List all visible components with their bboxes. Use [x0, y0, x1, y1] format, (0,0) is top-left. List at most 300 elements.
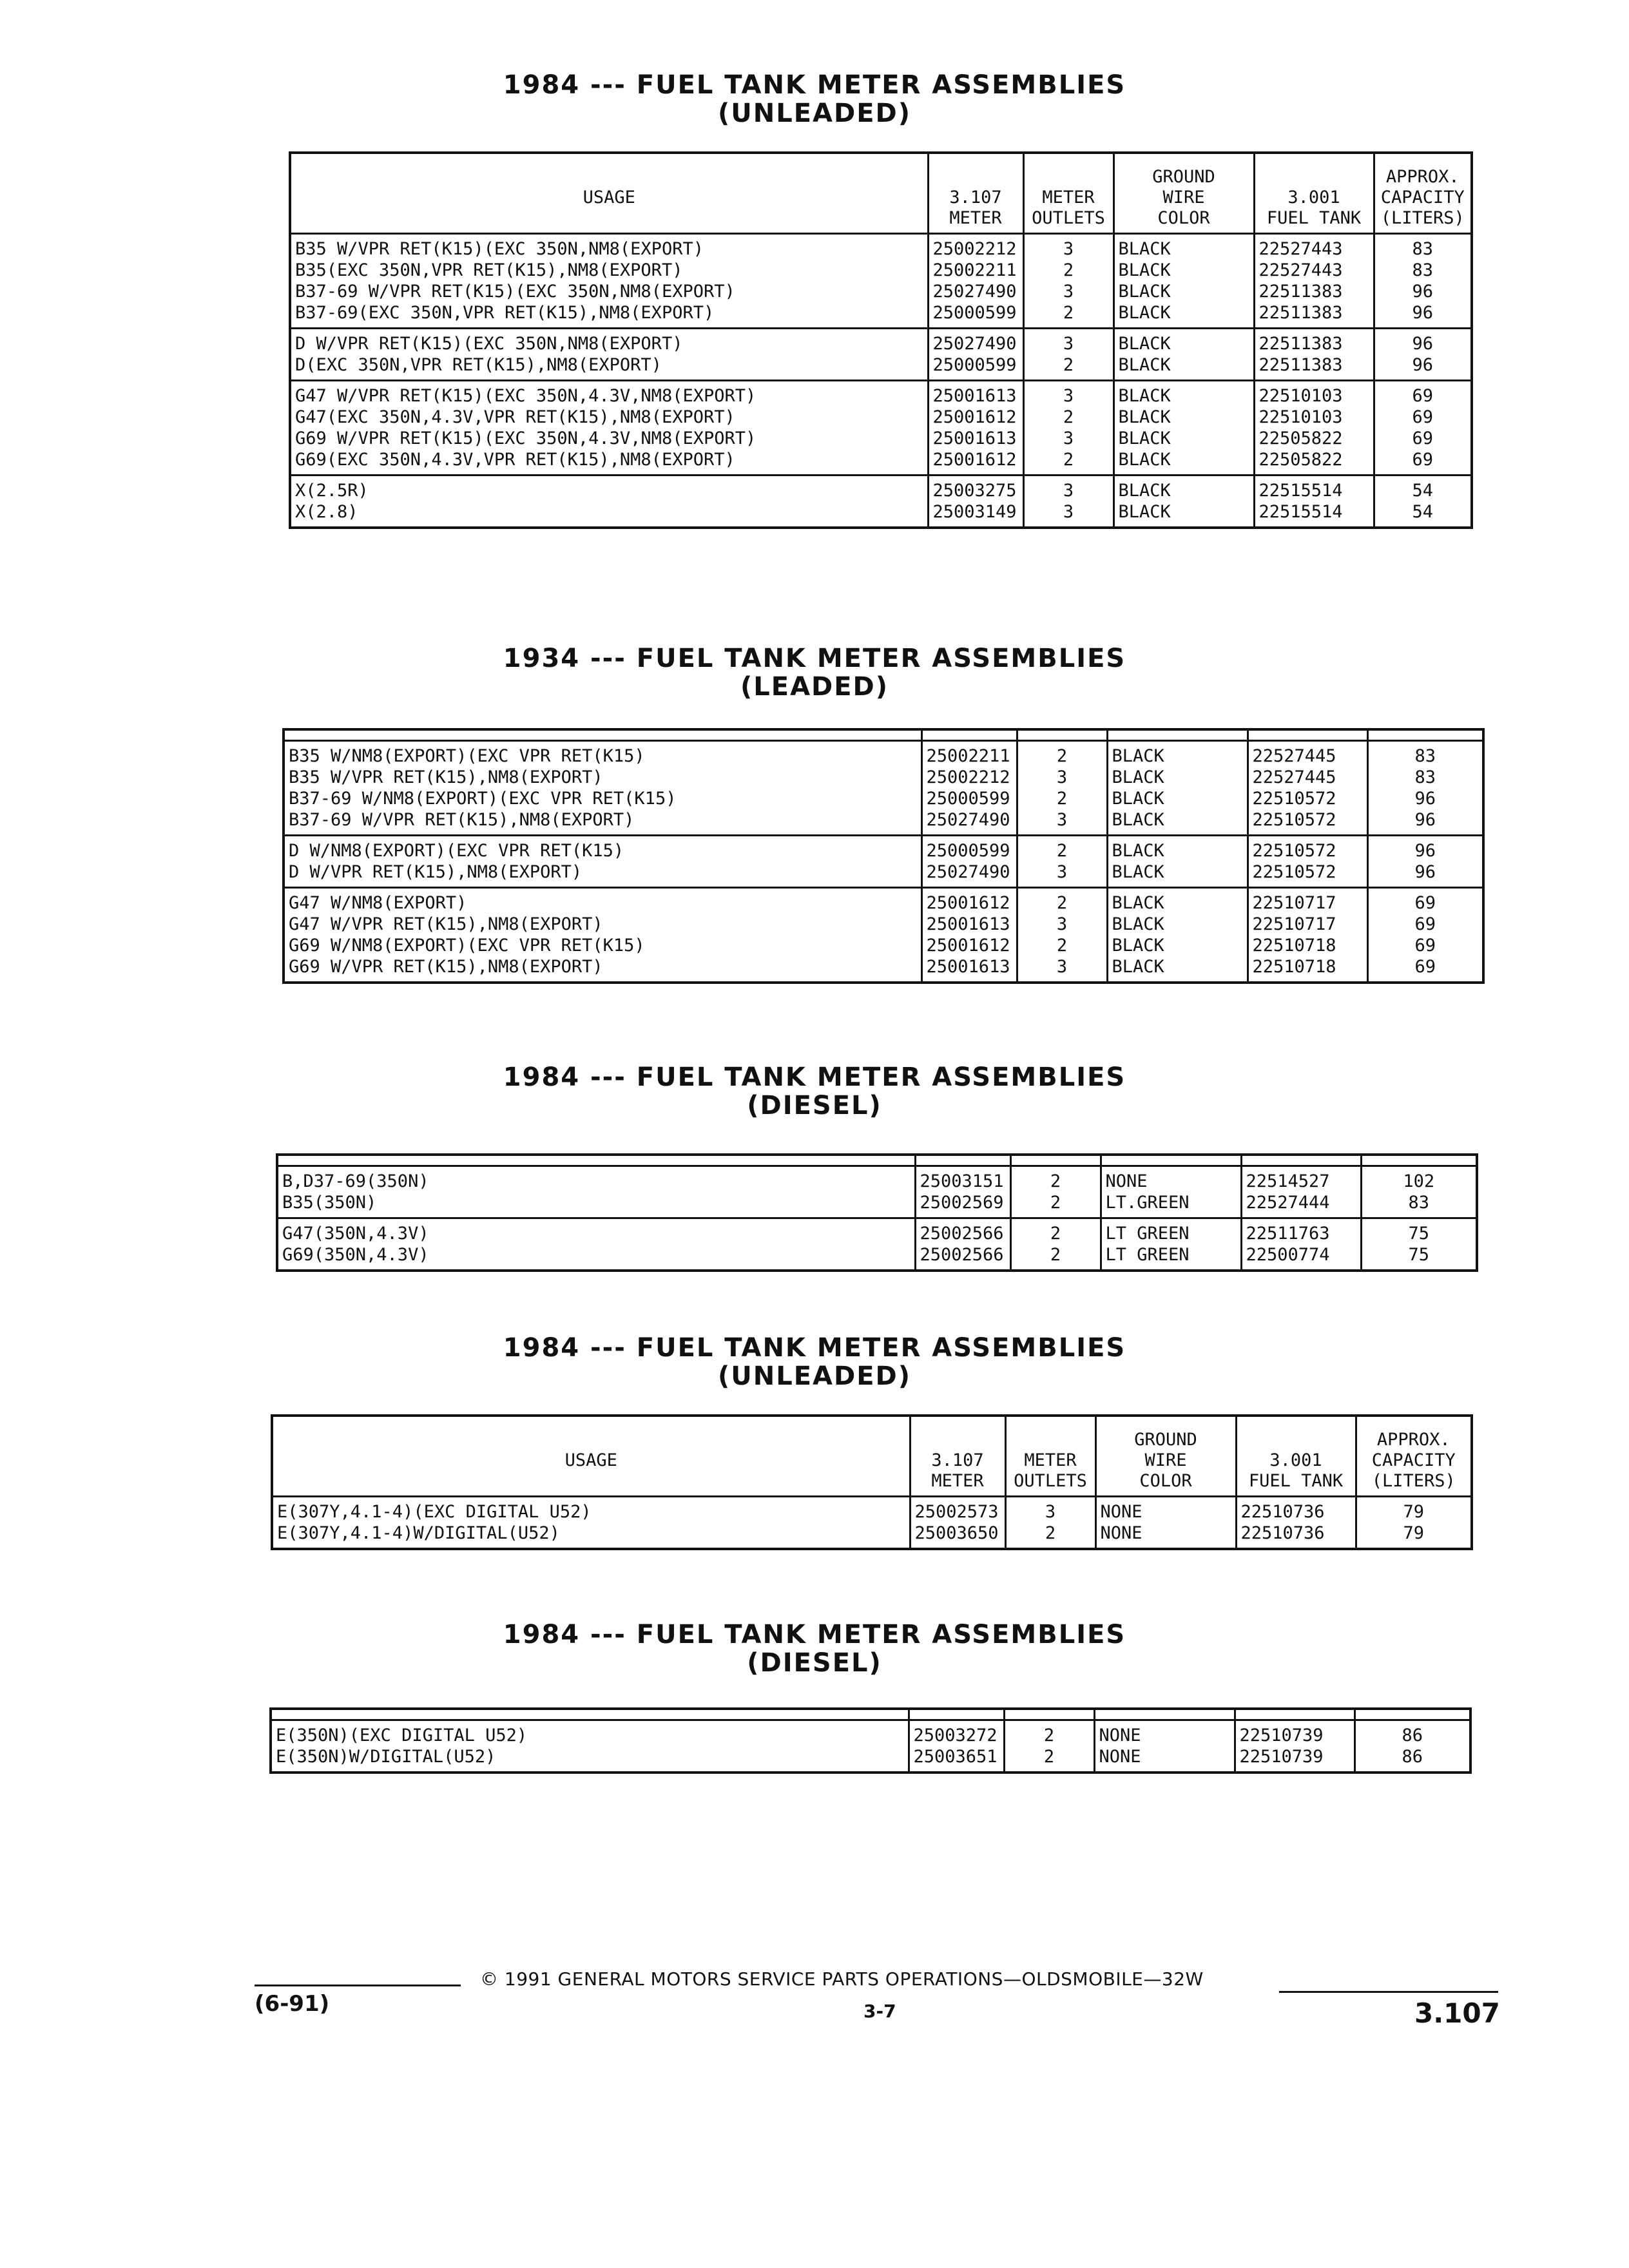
- capacity-value: 96: [1414, 862, 1436, 882]
- table-header-blank: [277, 1155, 1477, 1166]
- meter-value: 25027490: [926, 862, 1010, 882]
- column-header-usage: [290, 153, 928, 234]
- fuel-tank-value: 22527445: [1252, 746, 1336, 766]
- color-value: BLACK: [1118, 303, 1171, 323]
- fuel-tank-value: 22511763: [1246, 1224, 1330, 1244]
- column-header-line: 3.107: [931, 1450, 984, 1470]
- usage-value: D W/VPR RET(K15),NM8(EXPORT): [289, 862, 583, 882]
- column-header-line: USAGE: [583, 187, 635, 207]
- table-row: [290, 381, 1472, 476]
- cell-color: [1101, 1218, 1241, 1271]
- column-header-line: USAGE: [564, 1450, 617, 1470]
- column-header-line: 3.001: [1269, 1450, 1322, 1470]
- fuel-tank-value: 22511383: [1258, 282, 1343, 302]
- cell-fuel-tank: [1241, 1166, 1361, 1218]
- column-header-line: WIRE: [1162, 187, 1205, 207]
- cell-capacity: [1374, 234, 1472, 329]
- column-header-capacity: [1374, 153, 1472, 234]
- column-header-outlets: [1023, 153, 1113, 234]
- fuel-tank-value: 22510572: [1252, 841, 1336, 861]
- meter-value: 25001612: [926, 936, 1010, 956]
- usage-value: D W/VPR RET(K15)(EXC 350N,NM8(EXPORT): [295, 334, 683, 354]
- capacity-value: 69: [1412, 386, 1433, 406]
- fuel-tank-value: 22515514: [1258, 481, 1343, 501]
- section-title: [0, 1334, 1629, 1390]
- column-header-line: METER: [1024, 1450, 1077, 1470]
- capacity-value: 69: [1414, 936, 1436, 956]
- outlets-value: 3: [1063, 282, 1074, 302]
- capacity-value: 83: [1408, 1193, 1429, 1213]
- capacity-value: 75: [1408, 1245, 1429, 1265]
- footer-copyright: © 1991 GENERAL MOTORS SERVICE PARTS OPERATIONS—OLDSMOBILE—32W: [480, 1968, 1204, 1990]
- capacity-value: 86: [1402, 1725, 1423, 1745]
- table-row: [290, 329, 1472, 381]
- cell-capacity: [1356, 1497, 1472, 1550]
- column-header-line: GROUND: [1152, 167, 1215, 187]
- meter-value: 25002211: [926, 746, 1010, 766]
- outlets-value: 2: [1063, 450, 1074, 470]
- outlets-value: 2: [1056, 936, 1068, 956]
- fuel-tank-value: 22514527: [1246, 1171, 1330, 1191]
- row-group: [290, 381, 1472, 476]
- cell-usage: [284, 888, 921, 983]
- column-header-line: METER: [949, 208, 1002, 228]
- parts-table: [269, 1707, 1472, 1774]
- capacity-value: 69: [1414, 893, 1436, 913]
- capacity-value: 86: [1402, 1747, 1423, 1767]
- row-group: [284, 888, 1483, 983]
- outlets-value: 3: [1063, 239, 1074, 259]
- row-group: [277, 1218, 1477, 1271]
- table-row: [271, 1720, 1470, 1773]
- row-group: [290, 329, 1472, 381]
- section-title-main: 1984 --- FUEL TANK METER ASSEMBLIES: [503, 70, 1126, 100]
- parts-table: [276, 1153, 1478, 1272]
- cell-outlets: [1005, 1497, 1095, 1550]
- column-header-usage: [272, 1416, 910, 1497]
- usage-value: B37-69 W/VPR RET(K15),NM8(EXPORT): [289, 810, 635, 830]
- outlets-value: 2: [1056, 893, 1068, 913]
- outlets-value: 2: [1056, 841, 1068, 861]
- cell-meter: [928, 381, 1023, 476]
- fuel-tank-value: 22527444: [1246, 1193, 1330, 1213]
- cell-usage: [277, 1218, 915, 1271]
- fuel-tank-value: 22510572: [1252, 862, 1336, 882]
- meter-value: 25003651: [913, 1747, 998, 1767]
- fuel-tank-value: 22510572: [1252, 810, 1336, 830]
- usage-value: B35 W/VPR RET(K15),NM8(EXPORT): [289, 767, 603, 787]
- cell-fuel-tank: [1254, 329, 1374, 381]
- color-value: NONE: [1099, 1725, 1141, 1745]
- outlets-value: 2: [1063, 407, 1074, 427]
- outlets-value: 3: [1056, 810, 1068, 830]
- table-header-blank: [271, 1709, 1470, 1720]
- footer-page-number: 3-7: [863, 2001, 896, 2022]
- column-header-line: FUEL TANK: [1248, 1471, 1344, 1491]
- section-title: [0, 644, 1629, 701]
- fuel-tank-value: 22505822: [1258, 428, 1343, 448]
- outlets-value: 2: [1056, 746, 1068, 766]
- column-header-line: (LITERS): [1371, 1471, 1456, 1491]
- table-row: [290, 476, 1472, 528]
- outlets-value: 2: [1043, 1725, 1055, 1745]
- cell-outlets: [1010, 1166, 1101, 1218]
- color-value: BLACK: [1112, 957, 1164, 977]
- fuel-tank-value: 22510572: [1252, 789, 1336, 809]
- usage-value: X(2.5R): [295, 481, 369, 501]
- outlets-value: 3: [1045, 1502, 1056, 1522]
- parts-table: [282, 728, 1485, 984]
- fuel-tank-value: 22510739: [1239, 1725, 1324, 1745]
- column-header-line: COLOR: [1139, 1471, 1192, 1491]
- capacity-value: 75: [1408, 1224, 1429, 1244]
- usage-value: E(307Y,4.1-4)W/DIGITAL(U52): [277, 1523, 560, 1543]
- capacity-value: 69: [1414, 914, 1436, 934]
- usage-value: G47(EXC 350N,4.3V,VPR RET(K15),NM8(EXPORT): [295, 407, 735, 427]
- usage-value: E(307Y,4.1-4)(EXC DIGITAL U52): [277, 1502, 592, 1522]
- outlets-value: 2: [1045, 1523, 1056, 1543]
- cell-capacity: [1374, 476, 1472, 528]
- outlets-value: 2: [1063, 303, 1074, 323]
- capacity-value: 69: [1412, 428, 1433, 448]
- cell-capacity: [1361, 1166, 1477, 1218]
- cell-color: [1101, 1166, 1241, 1218]
- capacity-value: 54: [1412, 502, 1433, 522]
- color-value: BLACK: [1118, 481, 1171, 501]
- capacity-value: 83: [1412, 239, 1433, 259]
- cell-outlets: [1023, 476, 1113, 528]
- meter-value: 25002211: [932, 260, 1017, 280]
- section-subtitle: (DIESEL): [747, 1648, 882, 1678]
- outlets-value: 2: [1043, 1747, 1055, 1767]
- meter-value: 25001613: [926, 957, 1010, 977]
- usage-value: G47(350N,4.3V): [282, 1224, 429, 1244]
- column-header-line: METER: [931, 1471, 984, 1491]
- cell-usage: [284, 741, 921, 836]
- cell-usage: [290, 381, 928, 476]
- cell-meter: [928, 234, 1023, 329]
- section-subtitle: (DIESEL): [747, 1091, 882, 1120]
- row-group: [271, 1720, 1470, 1773]
- capacity-value: 83: [1414, 767, 1436, 787]
- table-row: [284, 888, 1483, 983]
- column-header-color: [1113, 153, 1254, 234]
- meter-value: 25002569: [920, 1193, 1004, 1213]
- usage-value: G47 W/VPR RET(K15)(EXC 350N,4.3V,NM8(EXPORT): [295, 386, 757, 406]
- usage-value: B,D37-69(350N): [282, 1171, 429, 1191]
- capacity-value: 96: [1412, 282, 1433, 302]
- meter-value: 25001613: [932, 428, 1017, 448]
- capacity-value: 79: [1403, 1523, 1424, 1543]
- column-header-outlets: [1005, 1416, 1095, 1497]
- cell-usage: [290, 329, 928, 381]
- color-value: BLACK: [1118, 239, 1171, 259]
- cell-fuel-tank: [1235, 1720, 1354, 1773]
- capacity-value: 96: [1414, 810, 1436, 830]
- outlets-value: 3: [1063, 428, 1074, 448]
- capacity-value: 79: [1403, 1502, 1424, 1522]
- fuel-tank-value: 22510717: [1252, 914, 1336, 934]
- usage-value: X(2.8): [295, 502, 358, 522]
- cell-fuel-tank: [1254, 381, 1374, 476]
- table-header-row: [290, 153, 1472, 234]
- fuel-tank-value: 22510103: [1258, 386, 1343, 406]
- row-group: [290, 234, 1472, 329]
- color-value: BLACK: [1118, 355, 1171, 375]
- outlets-value: 2: [1063, 355, 1074, 375]
- footer-rule-left: [255, 1984, 461, 1986]
- cell-outlets: [1017, 741, 1107, 836]
- capacity-value: 54: [1412, 481, 1433, 501]
- usage-value: B35 W/VPR RET(K15)(EXC 350N,NM8(EXPORT): [295, 239, 704, 259]
- meter-value: 25002212: [926, 767, 1010, 787]
- row-group: [290, 476, 1472, 528]
- usage-value: B37-69 W/NM8(EXPORT)(EXC VPR RET(K15): [289, 789, 677, 809]
- cell-color: [1107, 741, 1248, 836]
- fuel-tank-value: 22511383: [1258, 303, 1343, 323]
- outlets-value: 3: [1063, 481, 1074, 501]
- table-row: [272, 1497, 1472, 1550]
- section-title-main: 1984 --- FUEL TANK METER ASSEMBLIES: [503, 1062, 1126, 1092]
- outlets-value: 2: [1050, 1245, 1061, 1265]
- cell-fuel-tank: [1254, 234, 1374, 329]
- meter-value: 25000599: [932, 355, 1017, 375]
- column-header-line: 3.001: [1287, 187, 1340, 207]
- column-header-line: OUTLETS: [1032, 208, 1105, 228]
- footer-date: (6-91): [255, 1991, 330, 2017]
- table-row: [277, 1166, 1477, 1218]
- meter-value: 25003272: [913, 1725, 998, 1745]
- cell-meter: [928, 329, 1023, 381]
- cell-capacity: [1354, 1720, 1470, 1773]
- column-header-line: 3.107: [949, 187, 1002, 207]
- column-header-line: METER: [1042, 187, 1095, 207]
- section-title: [0, 1063, 1629, 1120]
- fuel-tank-value: 22500774: [1246, 1245, 1330, 1265]
- meter-value: 25001613: [932, 386, 1017, 406]
- section-title: [0, 1620, 1629, 1677]
- meter-value: 25003650: [914, 1523, 999, 1543]
- usage-value: B35(350N): [282, 1193, 377, 1213]
- cell-color: [1113, 476, 1254, 528]
- fuel-tank-value: 22515514: [1258, 502, 1343, 522]
- column-header-line: WIRE: [1144, 1450, 1187, 1470]
- color-value: BLACK: [1112, 893, 1164, 913]
- column-header-line: FUEL TANK: [1266, 208, 1362, 228]
- cell-capacity: [1367, 836, 1483, 888]
- cell-outlets: [1004, 1720, 1094, 1773]
- meter-value: 25003151: [920, 1171, 1004, 1191]
- column-header-capacity: [1356, 1416, 1472, 1497]
- cell-capacity: [1374, 329, 1472, 381]
- cell-outlets: [1010, 1218, 1101, 1271]
- fuel-tank-value: 22510736: [1240, 1523, 1325, 1543]
- cell-color: [1107, 836, 1248, 888]
- fuel-tank-value: 22510739: [1239, 1747, 1324, 1767]
- cell-capacity: [1361, 1218, 1477, 1271]
- cell-meter: [910, 1497, 1005, 1550]
- row-group: [277, 1166, 1477, 1218]
- meter-value: 25001612: [926, 893, 1010, 913]
- table-header-blank: [284, 729, 1483, 741]
- usage-value: G69 W/VPR RET(K15)(EXC 350N,4.3V,NM8(EXPORT): [295, 428, 757, 448]
- outlets-value: 3: [1063, 502, 1074, 522]
- outlets-value: 3: [1056, 914, 1068, 934]
- cell-outlets: [1023, 381, 1113, 476]
- capacity-value: 96: [1412, 303, 1433, 323]
- cell-meter: [921, 836, 1017, 888]
- column-header-line: CAPACITY: [1371, 1450, 1456, 1470]
- color-value: BLACK: [1118, 282, 1171, 302]
- parts-table: [271, 1414, 1473, 1550]
- section-title-main: 1984 --- FUEL TANK METER ASSEMBLIES: [503, 1333, 1126, 1363]
- outlets-value: 2: [1050, 1171, 1061, 1191]
- meter-value: 25001613: [926, 914, 1010, 934]
- usage-value: G69(350N,4.3V): [282, 1245, 429, 1265]
- meter-value: 25002566: [920, 1224, 1004, 1244]
- fuel-tank-value: 22505822: [1258, 450, 1343, 470]
- footer-rule-right: [1279, 1991, 1498, 1993]
- section-subtitle: (LEADED): [740, 672, 889, 702]
- table-row: [290, 234, 1472, 329]
- section-title-main: 1934 --- FUEL TANK METER ASSEMBLIES: [503, 644, 1126, 673]
- color-value: BLACK: [1118, 428, 1171, 448]
- usage-value: B37-69(EXC 350N,VPR RET(K15),NM8(EXPORT): [295, 303, 715, 323]
- color-value: LT.GREEN: [1105, 1193, 1190, 1213]
- fuel-tank-value: 22510717: [1252, 893, 1336, 913]
- fuel-tank-value: 22510718: [1252, 936, 1336, 956]
- cell-color: [1094, 1720, 1235, 1773]
- cell-capacity: [1374, 381, 1472, 476]
- cell-color: [1107, 888, 1248, 983]
- cell-fuel-tank: [1248, 836, 1367, 888]
- color-value: BLACK: [1118, 407, 1171, 427]
- capacity-value: 69: [1412, 450, 1433, 470]
- color-value: BLACK: [1118, 502, 1171, 522]
- color-value: BLACK: [1118, 260, 1171, 280]
- meter-value: 25027490: [926, 810, 1010, 830]
- meter-value: 25003275: [932, 481, 1017, 501]
- capacity-value: 69: [1414, 957, 1436, 977]
- meter-value: 25002573: [914, 1502, 999, 1522]
- column-header-line: APPROX.: [1376, 1430, 1451, 1450]
- cell-outlets: [1023, 234, 1113, 329]
- meter-value: 25027490: [932, 334, 1017, 354]
- color-value: LT GREEN: [1105, 1245, 1190, 1265]
- cell-fuel-tank: [1254, 476, 1374, 528]
- cell-color: [1113, 329, 1254, 381]
- outlets-value: 3: [1056, 862, 1068, 882]
- capacity-value: 69: [1412, 407, 1433, 427]
- cell-capacity: [1367, 888, 1483, 983]
- color-value: BLACK: [1112, 810, 1164, 830]
- cell-fuel-tank: [1236, 1497, 1356, 1550]
- usage-value: G69(EXC 350N,4.3V,VPR RET(K15),NM8(EXPORT): [295, 450, 735, 470]
- meter-value: 25003149: [932, 502, 1017, 522]
- color-value: BLACK: [1118, 386, 1171, 406]
- column-header-color: [1095, 1416, 1236, 1497]
- fuel-tank-value: 22510736: [1240, 1502, 1325, 1522]
- cell-outlets: [1017, 888, 1107, 983]
- capacity-value: 96: [1412, 355, 1433, 375]
- section-subtitle: (UNLEADED): [717, 99, 912, 128]
- usage-value: B35 W/NM8(EXPORT)(EXC VPR RET(K15): [289, 746, 645, 766]
- cell-fuel-tank: [1248, 741, 1367, 836]
- usage-value: G47 W/VPR RET(K15),NM8(EXPORT): [289, 914, 603, 934]
- usage-value: B35(EXC 350N,VPR RET(K15),NM8(EXPORT): [295, 260, 683, 280]
- outlets-value: 2: [1056, 789, 1068, 809]
- section-title-main: 1984 --- FUEL TANK METER ASSEMBLIES: [503, 1620, 1126, 1649]
- cell-fuel-tank: [1241, 1218, 1361, 1271]
- cell-meter: [909, 1720, 1004, 1773]
- column-header-fuel-tank: [1236, 1416, 1356, 1497]
- usage-value: E(350N)W/DIGITAL(U52): [276, 1747, 496, 1767]
- row-group: [284, 741, 1483, 836]
- column-header-line: COLOR: [1157, 208, 1210, 228]
- cell-color: [1113, 234, 1254, 329]
- color-value: BLACK: [1112, 746, 1164, 766]
- column-header-line: (LITERS): [1380, 208, 1465, 228]
- color-value: NONE: [1100, 1502, 1142, 1522]
- color-value: BLACK: [1112, 862, 1164, 882]
- cell-usage: [271, 1720, 909, 1773]
- cell-color: [1095, 1497, 1236, 1550]
- color-value: NONE: [1100, 1523, 1142, 1543]
- color-value: BLACK: [1112, 914, 1164, 934]
- usage-value: D(EXC 350N,VPR RET(K15),NM8(EXPORT): [295, 355, 662, 375]
- color-value: BLACK: [1118, 450, 1171, 470]
- color-value: NONE: [1099, 1747, 1141, 1767]
- table-row: [277, 1218, 1477, 1271]
- capacity-value: 96: [1414, 841, 1436, 861]
- fuel-tank-value: 22527443: [1258, 239, 1343, 259]
- meter-value: 25002566: [920, 1245, 1004, 1265]
- capacity-value: 83: [1414, 746, 1436, 766]
- color-value: BLACK: [1118, 334, 1171, 354]
- fuel-tank-value: 22511383: [1258, 334, 1343, 354]
- usage-value: D W/NM8(EXPORT)(EXC VPR RET(K15): [289, 841, 624, 861]
- color-value: BLACK: [1112, 789, 1164, 809]
- fuel-tank-value: 22510718: [1252, 957, 1336, 977]
- column-header-meter: [928, 153, 1023, 234]
- color-value: BLACK: [1112, 936, 1164, 956]
- table-row: [284, 741, 1483, 836]
- capacity-value: 96: [1414, 789, 1436, 809]
- usage-value: B37-69 W/VPR RET(K15)(EXC 350N,NM8(EXPORT): [295, 282, 735, 302]
- fuel-tank-value: 22510103: [1258, 407, 1343, 427]
- outlets-value: 3: [1063, 386, 1074, 406]
- capacity-value: 96: [1412, 334, 1433, 354]
- outlets-value: 3: [1056, 767, 1068, 787]
- meter-value: 25001612: [932, 407, 1017, 427]
- cell-usage: [277, 1166, 915, 1218]
- outlets-value: 2: [1050, 1193, 1061, 1213]
- cell-meter: [921, 888, 1017, 983]
- column-header-line: APPROX.: [1385, 167, 1460, 187]
- cell-meter: [915, 1218, 1010, 1271]
- outlets-value: 3: [1056, 957, 1068, 977]
- fuel-tank-value: 22511383: [1258, 355, 1343, 375]
- cell-capacity: [1367, 741, 1483, 836]
- cell-meter: [921, 741, 1017, 836]
- table-row: [284, 836, 1483, 888]
- outlets-value: 2: [1063, 260, 1074, 280]
- usage-value: G69 W/NM8(EXPORT)(EXC VPR RET(K15): [289, 936, 645, 956]
- cell-usage: [272, 1497, 910, 1550]
- row-group: [284, 836, 1483, 888]
- color-value: BLACK: [1112, 767, 1164, 787]
- cell-outlets: [1023, 329, 1113, 381]
